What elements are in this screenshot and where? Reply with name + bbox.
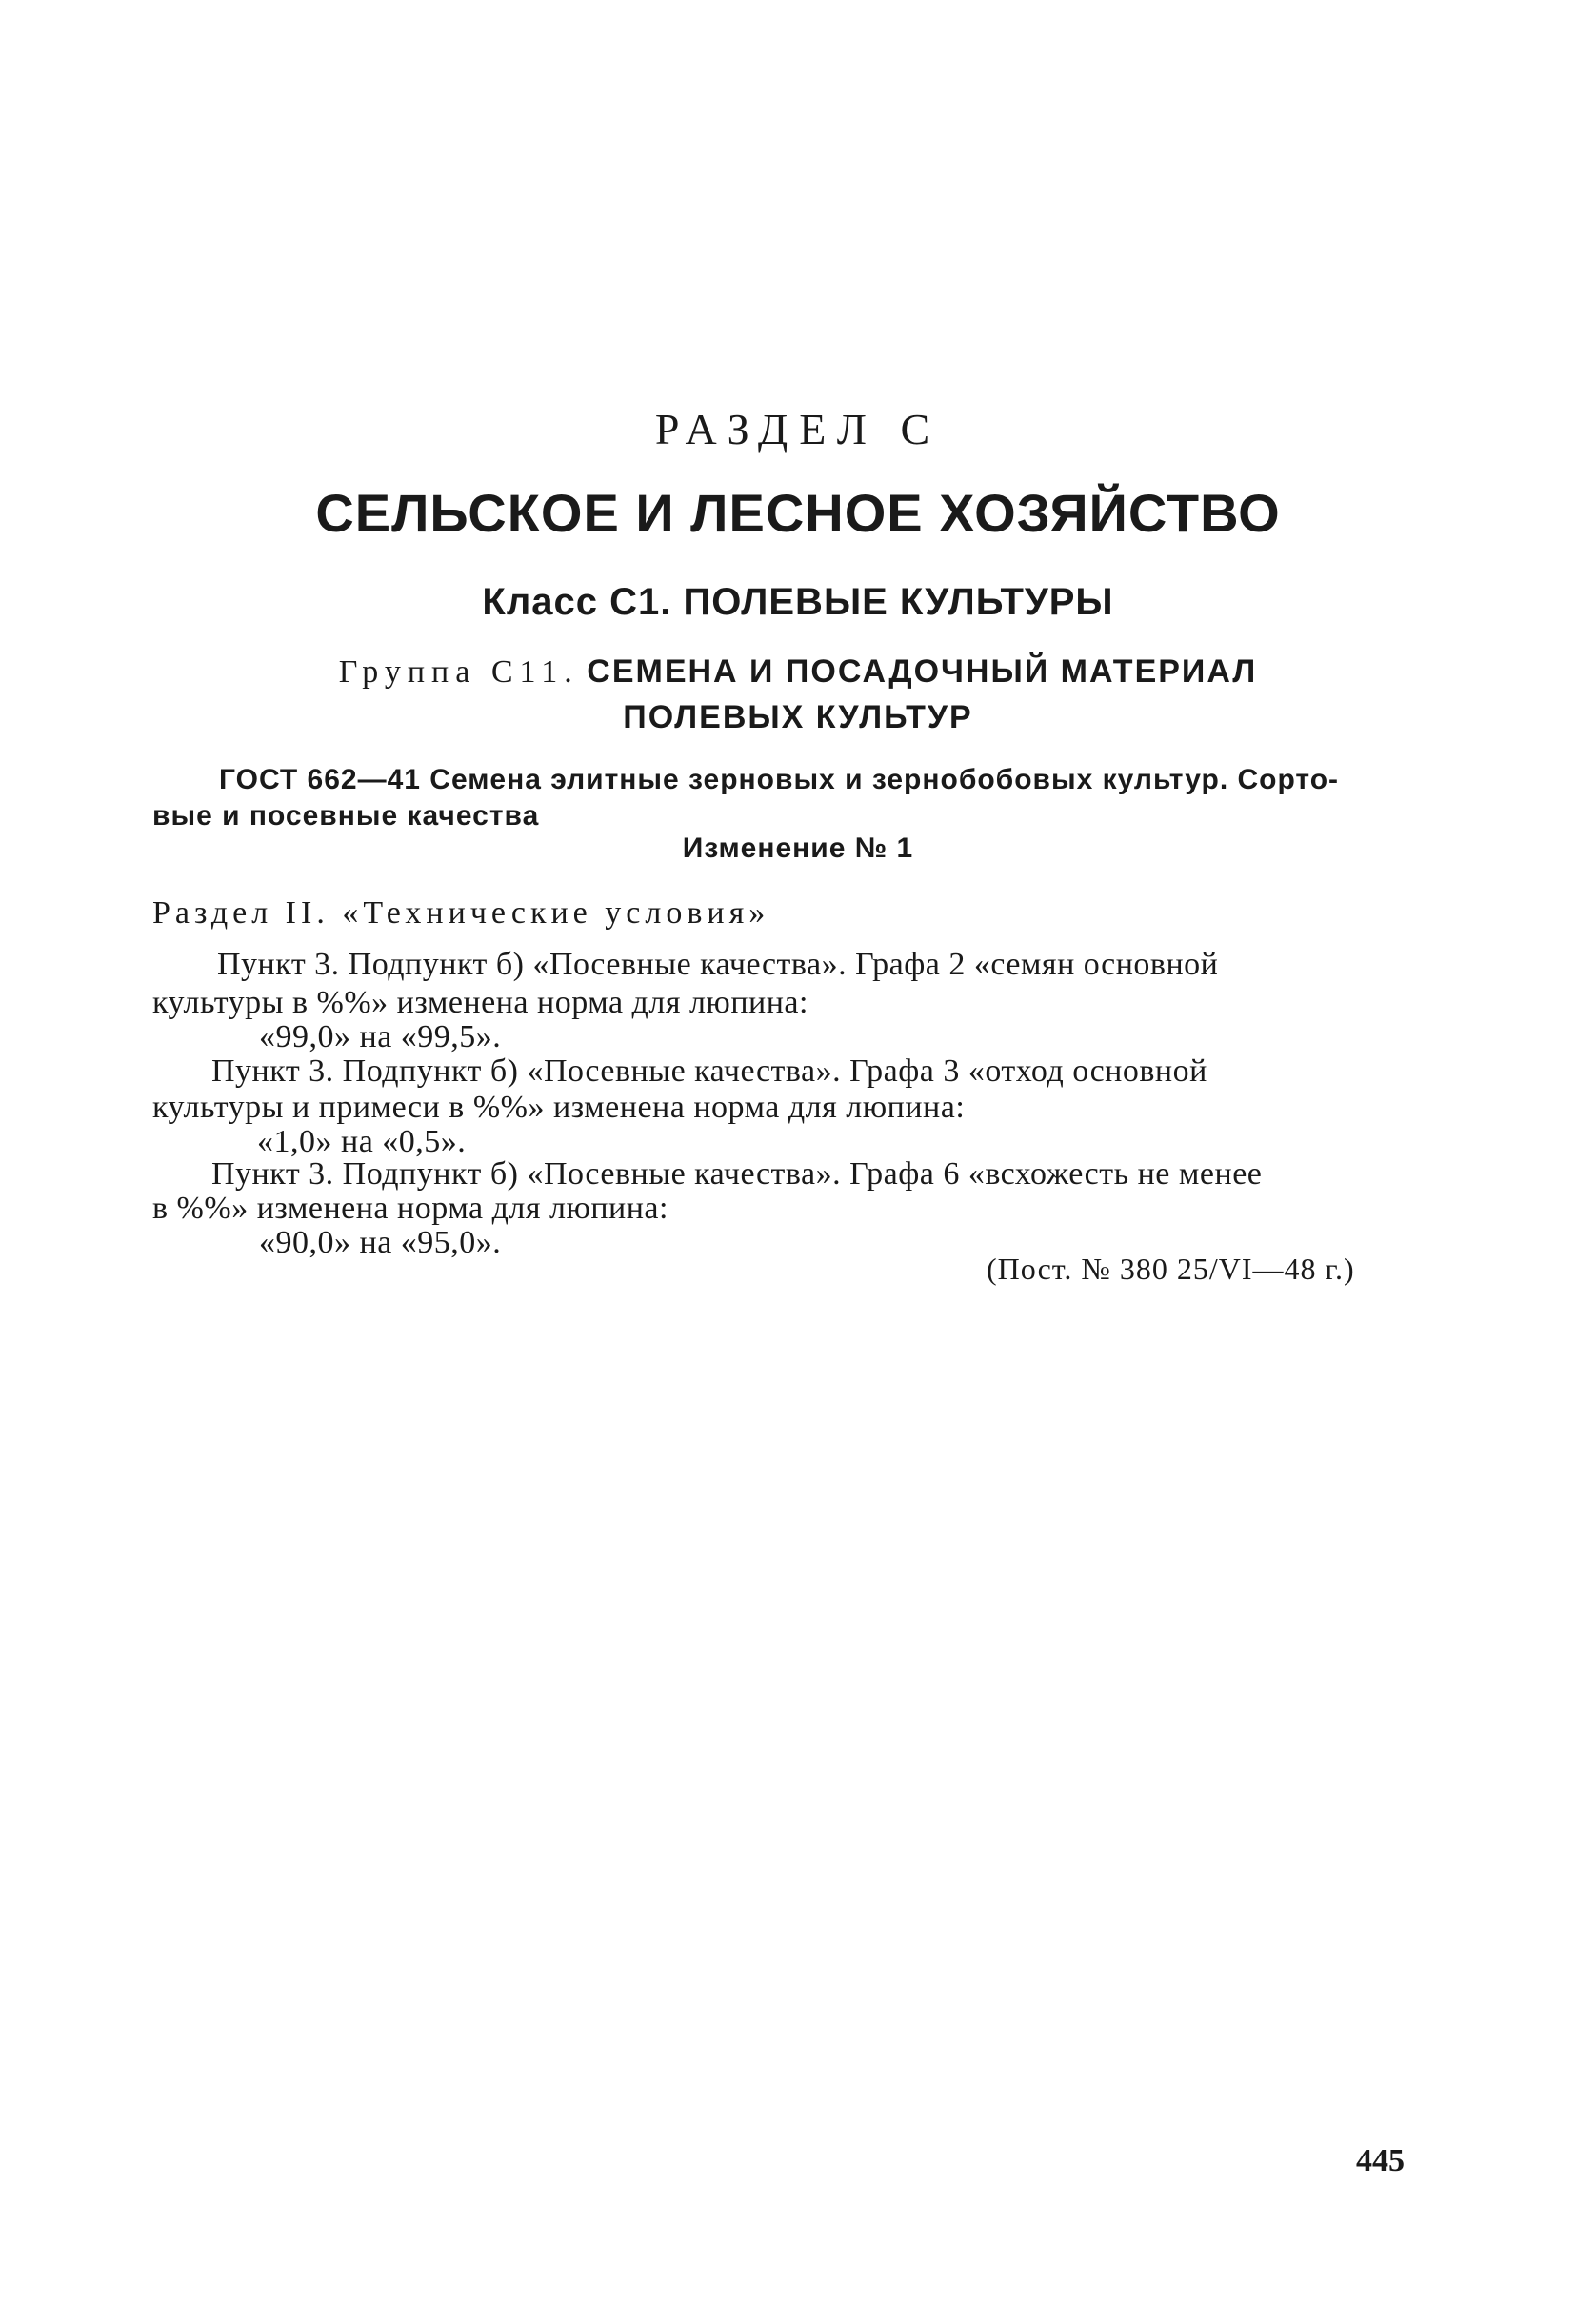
razdel-line: Раздел II. «Технические условия» — [152, 895, 770, 931]
paragraph-2-line1: Пункт 3. Подпункт б) «Посевные качества». Графа 3 «отход основной — [211, 1053, 1207, 1089]
resolution-reference: (Пост. № 380 25/VI—48 г.) — [987, 1252, 1355, 1286]
section-label: РАЗДЕЛ С — [654, 405, 942, 453]
paragraph-3-line1: Пункт 3. Подпункт б) «Посевные качества». Графа 6 «всхожесть не менее — [211, 1156, 1263, 1192]
group-prefix: Группа С11. — [338, 654, 579, 690]
paragraph-1-line2: культуры в %%» изменена норма для люпина: — [152, 985, 808, 1020]
page-number: 445 — [1356, 2143, 1405, 2178]
gost-title-line2: вые и посевные качества — [152, 800, 540, 832]
group-heading-line1 — [0, 653, 1596, 691]
group-title-line1: СЕМЕНА И ПОСАДОЧНЫЙ МАТЕРИАЛ — [587, 653, 1258, 690]
group-title-line2: ПОЛЕВЫХ КУЛЬТУР — [623, 699, 973, 735]
paragraph-2-line3: «1,0» на «0,5». — [257, 1124, 467, 1159]
paragraph-3-line3: «90,0» на «95,0». — [259, 1225, 502, 1260]
section-title: СЕЛЬСКОЕ И ЛЕСНОЕ ХОЗЯЙСТВО — [315, 483, 1281, 543]
paragraph-1-line3: «99,0» на «99,5». — [259, 1019, 502, 1054]
paragraph-3-line2: в %%» изменена норма для люпина: — [152, 1191, 668, 1226]
gost-title-line1: ГОСТ 662—41 Семена элитные зерновых и зернобобовых культур. Сорто- — [219, 764, 1340, 795]
class-heading: Класс С1. ПОЛЕВЫЕ КУЛЬТУРЫ — [482, 581, 1114, 623]
paragraph-1-line1: Пункт 3. Подпункт б) «Посевные качества». Графа 2 «семян основной — [217, 947, 1219, 982]
paragraph-2-line2: культуры и примеси в %%» изменена норма для люпина: — [152, 1090, 966, 1125]
change-number: Изменение № 1 — [682, 832, 914, 864]
